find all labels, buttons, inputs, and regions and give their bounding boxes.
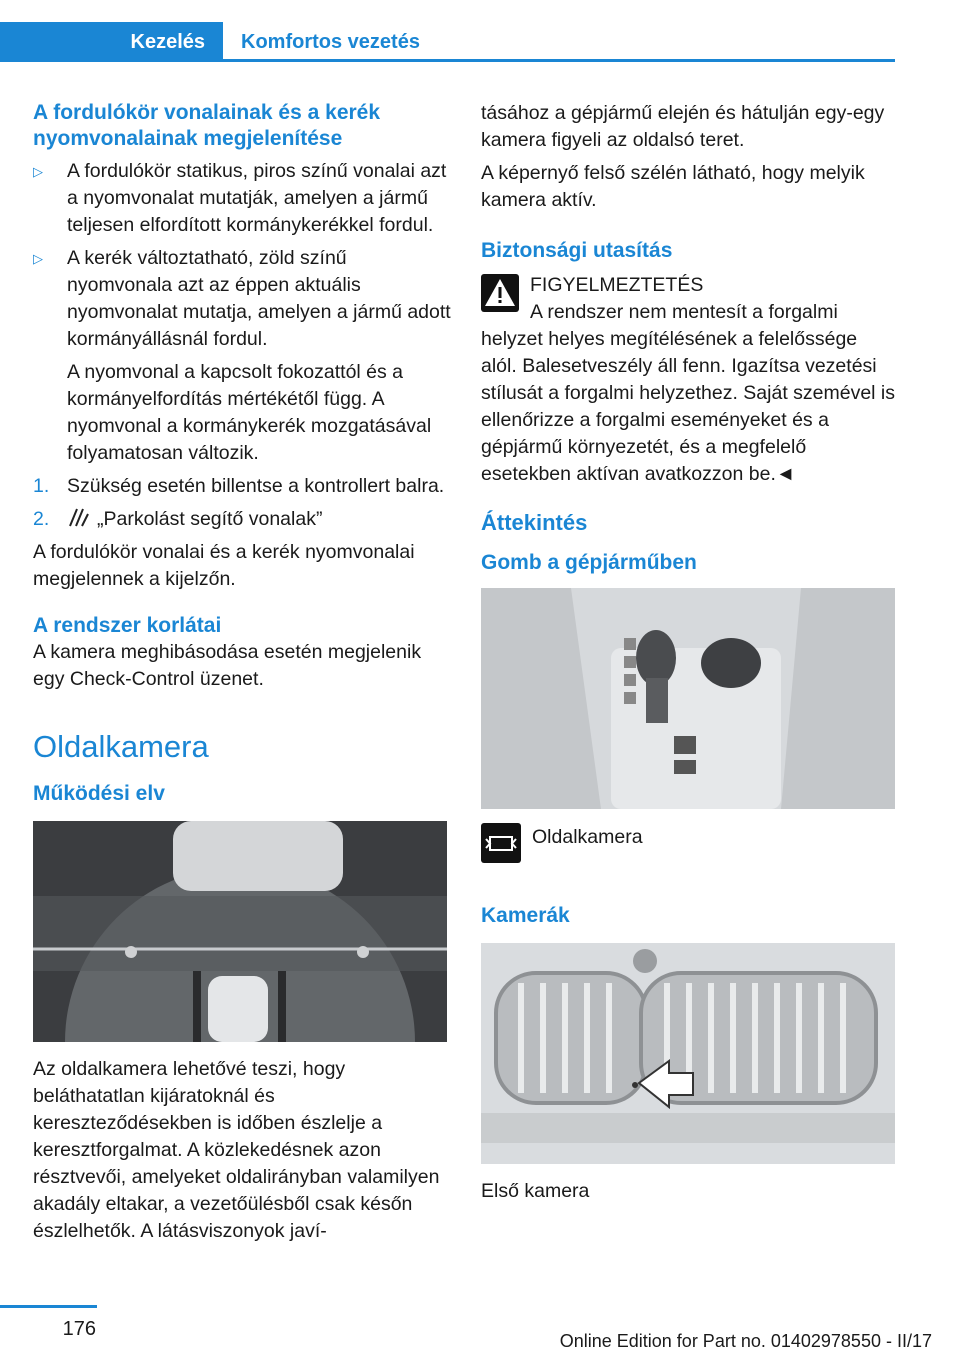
heading-turning-lines: A fordulókör vonalainak és a kerék nyomvonalainak megjelenítése <box>33 101 381 150</box>
tab-kezeles[interactable]: Kezelés <box>0 22 223 62</box>
center-console-graphic <box>481 588 895 809</box>
warning-text: A rendszer nem mentesít a forgalmi helyzet helyes megítélésének a felelőssége alól. Balesetveszély áll fenn. Igazítsa vezetési stílusát a forgalmi helyzethez. Saját szemével is ellenőrizze a forgalmi eseményeket és a gépjármű környezetét, és a megfelelő esetekben aktívan avatkozzon be.◄ <box>481 301 896 485</box>
list-item <box>33 245 451 467</box>
heading-button: Gomb a gépjárműben <box>481 551 697 574</box>
header-tabs <box>0 22 895 62</box>
step-number: 2. <box>33 508 50 530</box>
heading-cameras: Kamerák <box>481 904 570 927</box>
bullet-text: A kerék változtatható, zöld színű nyomvonala azt az éppen aktuális nyomvonalat mutatja, amelyen a jármű adott kormányállásnál fordul. <box>67 247 451 350</box>
left-column <box>33 100 451 1251</box>
button-legend <box>481 823 895 863</box>
warning-icon <box>481 274 519 312</box>
parking-lines-icon <box>67 506 89 528</box>
header-rule <box>0 59 895 62</box>
tab-komfortos-vezetes[interactable]: Komfortos vezetés <box>241 30 420 53</box>
triangle-bullet-icon: ▷ <box>33 251 43 266</box>
front-camera-label: Első kamera <box>481 1180 590 1202</box>
right-column <box>481 100 895 1205</box>
bullet-text: A fordulókör statikus, piros színű vonalai azt a nyomvonalat mutatják, amelyen a jármű teljesen elfordított kormánykerékkel fordul. <box>67 160 447 236</box>
button-label: Oldalkamera <box>532 826 643 848</box>
side-camera-illustration <box>33 821 447 1042</box>
intersection-graphic <box>33 821 447 1042</box>
step-text: Szükség esetén billentse a kontrollert balra. <box>67 475 445 497</box>
console-illustration <box>481 588 895 809</box>
step-number: 1. <box>33 475 50 497</box>
list-item <box>33 158 451 239</box>
step-item <box>33 473 451 500</box>
paragraph: A képernyő felső szélén látható, hogy melyik kamera aktív. <box>481 162 865 211</box>
bullet-continuation: A nyomvonal a kapcsolt fokozattól és a kormányelfordítás mértékétől függ. A nyomvonal a kormánykerék mozgatásával folyamatosan változik. <box>67 361 432 464</box>
heading-side-camera: Oldalkamera <box>33 729 209 764</box>
paragraph: A kamera meghibásodása esetén megjelenik egy Check-Control üzenet. <box>33 641 422 690</box>
heading-principle: Működési elv <box>33 782 165 805</box>
warning-box <box>481 272 895 299</box>
footer-rule <box>0 1305 97 1308</box>
edition-text: Online Edition for Part no. 01402978550 - II/17 <box>559 1331 932 1351</box>
paragraph: A fordulókör vonalai és a kerék nyomvonalai megjelennek a kijelzőn. <box>33 541 415 590</box>
heading-limits: A rendszer korlátai <box>33 614 222 637</box>
side-camera-icon <box>481 823 521 863</box>
step-text: „Parkolást segítő vonalak” <box>97 508 323 530</box>
heading-safety: Biztonsági utasítás <box>481 239 673 262</box>
step-item <box>33 506 451 533</box>
paragraph: tásához a gépjármű elején és hátulján egy-egy kamera figyeli az oldalsó teret. <box>481 102 885 151</box>
front-camera-illustration <box>481 943 895 1164</box>
paragraph: Az oldalkamera lehetővé teszi, hogy beláthatatlan kijáratoknál és kereszteződésekben is időben észlelje a keresztforgalmat. A közlekedésnek azon résztvevői, amelyeket oldalirányban valamilyen akadály eltakar, a vezetőülésből csak későn észlelhetők. A látásviszonyok javí- <box>33 1058 440 1242</box>
warning-title: FIGYELMEZTETÉS <box>530 274 704 296</box>
heading-overview: Áttekintés <box>481 510 588 535</box>
grille-graphic <box>481 943 895 1164</box>
triangle-bullet-icon: ▷ <box>33 164 43 179</box>
page-number: 176 <box>62 1318 96 1340</box>
